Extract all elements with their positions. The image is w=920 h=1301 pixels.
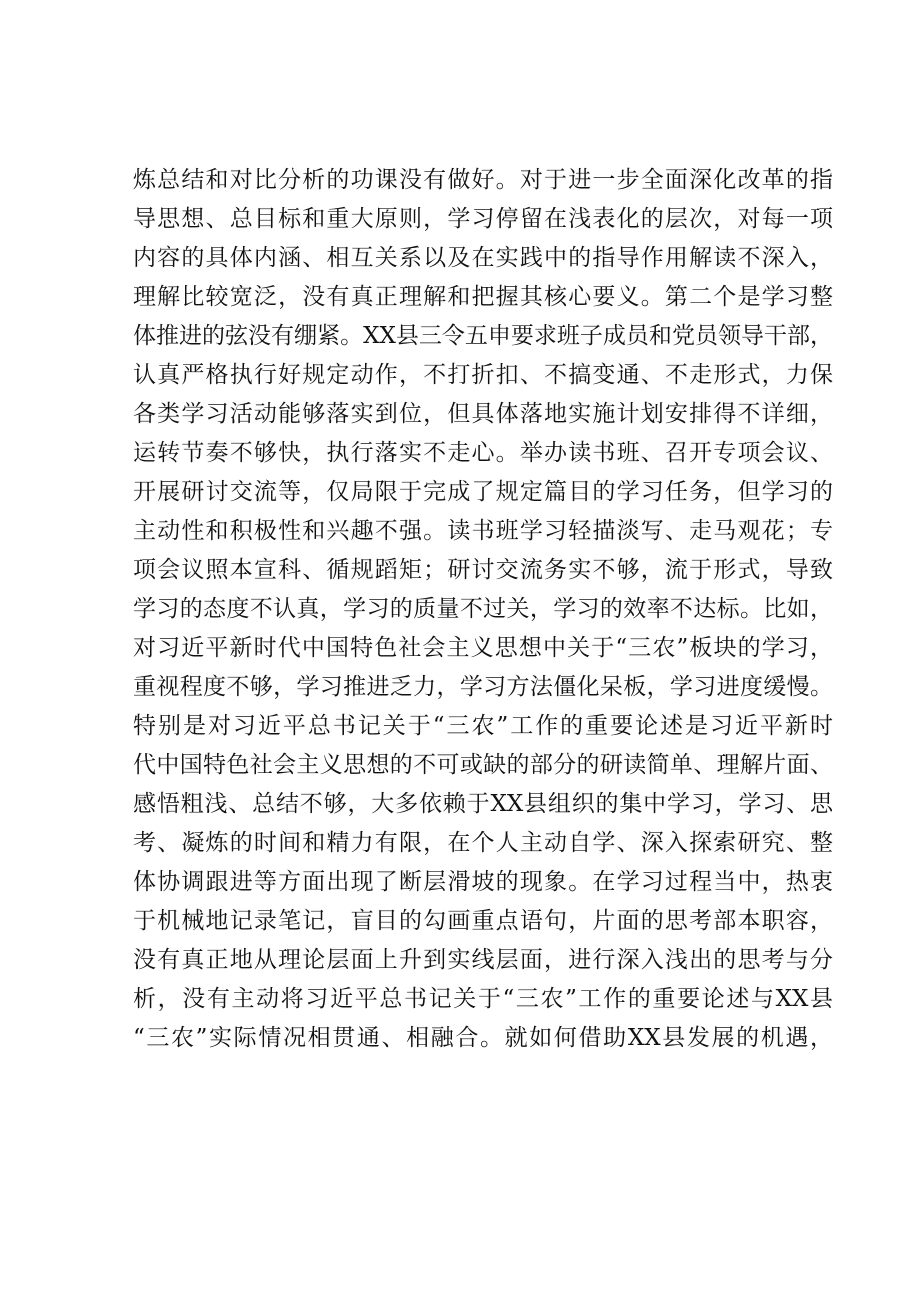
text-line: 炼总结和对比分析的功课没有做好。对于进一步全面深化改革的指 bbox=[133, 167, 833, 193]
text-line: 对习近平新时代中国特色社会主义思想中关于“三农”板块的学习， bbox=[133, 635, 833, 661]
text-line: 特别是对习近平总书记关于“三农”工作的重要论述是习近平新时 bbox=[133, 713, 833, 739]
text-line: 学习的态度不认真，学习的质量不过关，学习的效率不达标。比如， bbox=[133, 596, 833, 622]
body-paragraph bbox=[133, 161, 833, 1058]
text-line: “三农”实际情况相贯通、相融合。就如何借助XX县发展的机遇， bbox=[133, 1025, 833, 1051]
text-line: 理解比较宽泛，没有真正理解和把握其核心要义。第二个是学习整 bbox=[133, 284, 833, 310]
text-line: 各类学习活动能够落实到位，但具体落地实施计划安排得不详细， bbox=[133, 401, 833, 427]
text-line: 没有真正地从理论层面上升到实线层面，进行深入浅出的思考与分 bbox=[133, 947, 833, 973]
text-line: 主动性和积极性和兴趣不强。读书班学习轻描淡写、走马观花；专 bbox=[133, 518, 833, 544]
text-line: 项会议照本宣科、循规蹈矩；研讨交流务实不够，流于形式，导致 bbox=[133, 557, 833, 583]
text-line: 导思想、总目标和重大原则，学习停留在浅表化的层次，对每一项 bbox=[133, 206, 833, 232]
text-line: 考、凝炼的时间和精力有限，在个人主动自学、深入探索研究、整 bbox=[133, 830, 833, 856]
text-line: 于机械地记录笔记，盲目的勾画重点语句，片面的思考部本职容， bbox=[133, 908, 833, 934]
text-line: 认真严格执行好规定动作，不打折扣、不搞变通、不走形式，力保 bbox=[133, 362, 833, 388]
text-line: 感悟粗浅、总结不够，大多依赖于XX县组织的集中学习，学习、思 bbox=[133, 791, 833, 817]
text-line: 内容的具体内涵、相互关系以及在实践中的指导作用解读不深入， bbox=[133, 245, 833, 271]
text-line: 运转节奏不够快，执行落实不走心。举办读书班、召开专项会议、 bbox=[133, 440, 833, 466]
text-line: 体推进的弦没有绷紧。XX县三令五申要求班子成员和党员领导干部， bbox=[133, 323, 833, 349]
text-line: 代中国特色社会主义思想的不可或缺的部分的研读简单、理解片面、 bbox=[133, 752, 833, 778]
text-line: 体协调跟进等方面出现了断层滑坡的现象。在学习过程当中，热衷 bbox=[133, 869, 833, 895]
text-line: 析，没有主动将习近平总书记关于“三农”工作的重要论述与XX县 bbox=[133, 986, 833, 1012]
text-line: 开展研讨交流等，仅局限于完成了规定篇目的学习任务，但学习的 bbox=[133, 479, 833, 505]
text-line: 重视程度不够，学习推进乏力，学习方法僵化呆板，学习进度缓慢。 bbox=[133, 674, 833, 700]
